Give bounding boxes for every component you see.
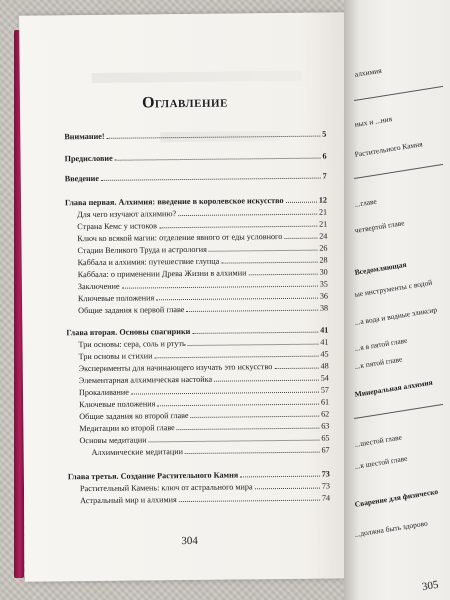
toc-fragment: алхимия [354, 65, 383, 79]
toc-fragment: ...я в пятой главе [354, 335, 409, 353]
toc-fragment: ...к пятой главе [354, 354, 403, 371]
page-title: Оглавление [141, 93, 228, 112]
toc-entry: Растительный Камень: ключ от астрального мира 73 [79, 481, 331, 494]
toc-fragment: Растительного Камня [354, 139, 424, 159]
toc-fragment: Сварение для физическо [354, 486, 439, 509]
toc-entry: Алхимические медитации 67 [91, 445, 330, 458]
toc-fragment: ных и ...ния [354, 114, 393, 129]
toc-entry: Прокаливание 57 [78, 385, 330, 398]
toc-fragment: Вседомляющая [354, 259, 408, 277]
table-of-contents [64, 123, 331, 506]
toc-fragment: ые инструменты с водой [354, 277, 433, 299]
toc-entry: Глава вторая. Основы спагирики 41 [66, 325, 329, 338]
toc-entry: Три основы: сера, соль и ртуть 41 [78, 337, 329, 350]
toc-entry: Элементарная алхимическая настойка 54 [78, 373, 329, 386]
toc-entry: Для чего изучают алхимию? 21 [77, 207, 328, 220]
toc-entry: Глава третья. Создание Растительного Камня 73 [67, 469, 330, 482]
dot-leader [354, 404, 443, 419]
toc-entry: Заключение 35 [77, 279, 328, 292]
toc-fragment: Минеральная алхимия [354, 377, 434, 399]
toc-entry: Каббала: о применении Древа Жизни в алхимии 30 [77, 267, 328, 280]
toc-entry: Три основы и стихии 45 [78, 349, 329, 362]
toc-entry: Медитации ко второй главе 63 [79, 421, 330, 434]
toc-entry: Ключевые положения 61 [79, 397, 330, 410]
toc-entry: Основы медитации 65 [79, 433, 330, 446]
toc-entry: Общие задания к первой главе 38 [78, 303, 329, 316]
toc-entry: Предисловие 6 [64, 151, 327, 164]
toc-entry: Стадии Великого Труда и астрология 26 [77, 243, 328, 256]
dot-leader [354, 86, 443, 101]
left-page [19, 12, 355, 581]
toc-fragment: ...шестой главе [354, 432, 403, 449]
page-number: 305 [421, 578, 440, 594]
dot-leader [354, 164, 443, 179]
toc-fragment: ...а вода и водные эликсир [354, 304, 438, 327]
toc-entry: Ключевые положения 36 [77, 291, 329, 304]
toc-fragment: ...к шестой главе [354, 453, 408, 471]
right-page [344, 0, 450, 600]
toc-entry: Астральный мир и алхимия 74 [80, 493, 331, 506]
toc-entry: Ключ ко всякой магии: отделение явного от еды условного 24 [77, 231, 328, 244]
toc-entry: Каббала и алхимия: путешествие глупца 28 [77, 255, 328, 268]
bleed-through-line [92, 71, 302, 83]
toc-entry: Страна Кемс у истоков 21 [77, 219, 328, 232]
toc-entry: Эксперименты для начинающего изучать это искусство 48 [78, 361, 329, 374]
toc-entry: Общие задания ко второй главе 62 [79, 409, 330, 422]
toc-fragment: ...главе [354, 196, 378, 209]
toc-entry: Глава первая. Алхимия: введение в королевское искусство 12 [64, 195, 328, 208]
toc-entry: Внимание! 5 [64, 129, 327, 142]
page-number: 304 [181, 534, 198, 548]
toc-entry: Введение 7 [64, 171, 327, 184]
toc-fragment: ...должна быть здорово [354, 518, 429, 539]
toc-fragment: четвертой главе [354, 218, 406, 235]
